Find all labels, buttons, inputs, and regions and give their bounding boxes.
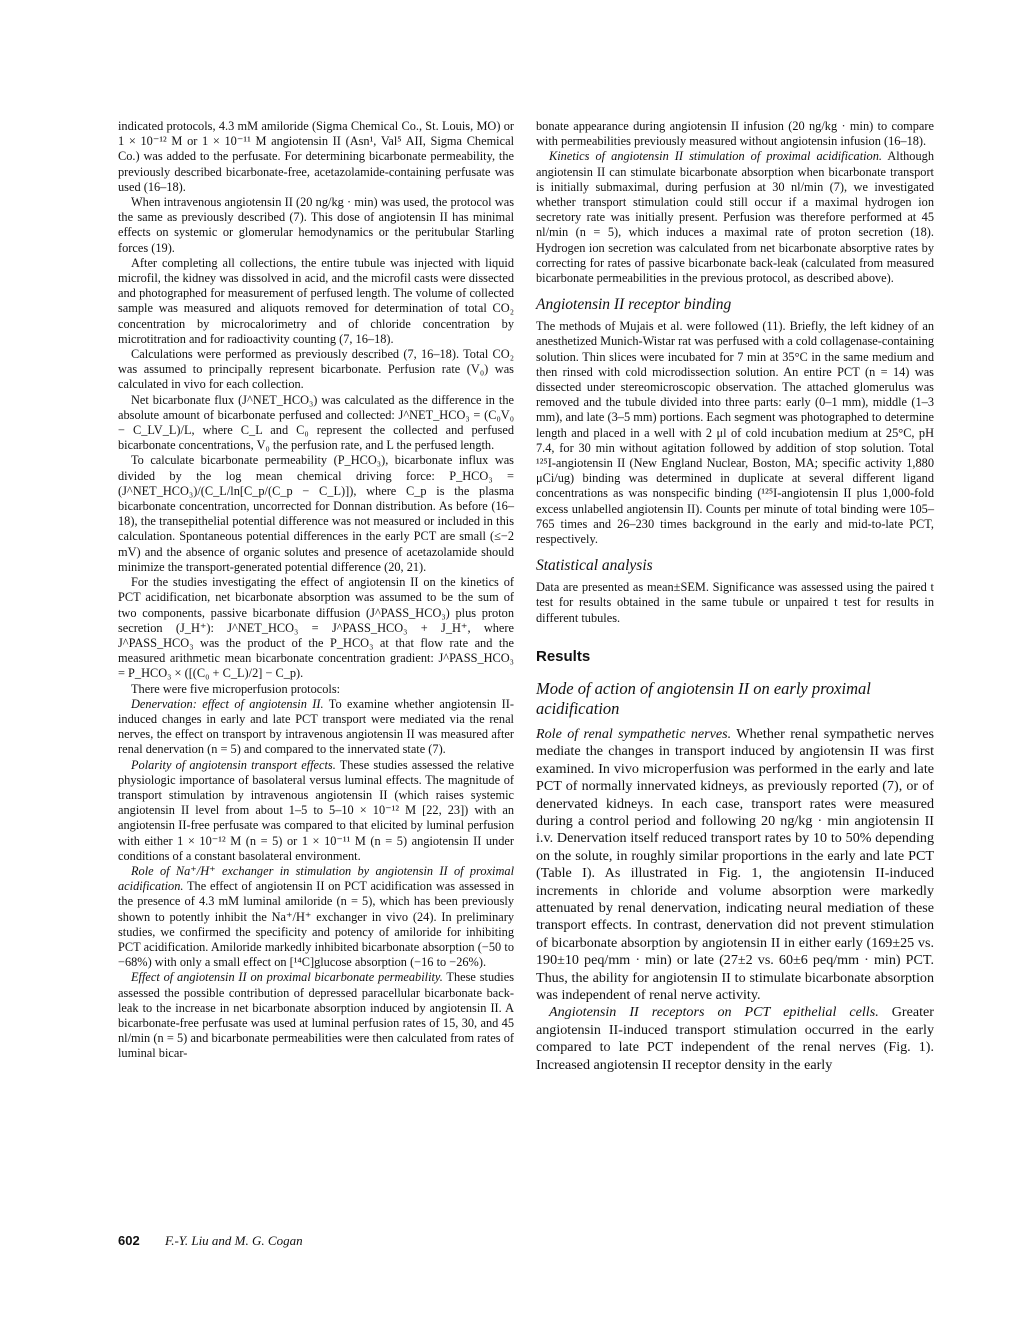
- paragraph: Denervation: effect of angiotensin II. To examine whether angiotensin II-induced changes in early and late PCT transport were mediated via the renal nerves, the effect on transport by intravenous angiotensin II was measured after renal denervation (n = 5) and compared to the innervated state (7).: [118, 696, 514, 757]
- paragraph: Net bicarbonate flux (J^NET_HCO₃) was calculated as the difference in the absolute amount of bicarbonate perfused and collected: J^NET_HCO₃ = (C₀V₀ − C_LV_L)/L, where C_L and C₀ represent the collected and perfused bicarbonate concentrations, V₀ the perfusion rate, and L the perfused length.: [118, 392, 514, 453]
- paragraph: bonate appearance during angiotensin II infusion (20 ng/kg · min) to compare with permeabilities previously measured without angiotensin infusion (16–18).: [536, 119, 934, 149]
- paragraph: Role of renal sympathetic nerves. Whether renal sympathetic nerves mediate the changes in transport induced by angiotensin II was first examined. In vivo microperfusion was performed in the early and late PCT of normally innervated kidneys, as previously reported (7), or of denervated kidneys. In each case, transport rates were measured during a control period and following 20 ng/kg · min angiotensin II i.v. Denervation itself reduced transport rates by 10 to 50% depending on the solute, in roughly similar proportions in the early and late PCT (Table I). As illustrated in Fig. 1, the angiotensin II-induced increments in chloride and volume absorption were markedly attenuated by renal denervation, indicating neural mediation of these transport effects. In contrast, denervation did not prevent stimulation of bicarbonate absorption by angiotensin II in either early (169±25 vs. 190±10 peq/mm · min) or late (27±2 vs. 60±6 peq/mm · min) PCT. Thus, the ability for angiotensin II to stimulate bicarbonate absorption was independent of renal nerve activity.: [536, 725, 935, 1003]
- paragraph: Calculations were performed as previously described (7, 16–18). Total CO₂ was assumed to principally represent bicarbonate. Perfusion rate (V₀) was calculated in vivo for each collection.: [118, 347, 514, 392]
- subsection-heading: Statistical analysis: [536, 557, 653, 575]
- paragraph: The methods of Mujais et al. were followed (11). Briefly, the left kidney of an anesthetized Munich-Wistar rat was perfused with a cold collagenase-containing solution. Thin slices were incubated for 7 min at 35°C in the same medium and then rinsed with cold microdissection solution. An entire PCT (n = 14) was dissected under stereomicroscopic observation. The attached glomerulus was removed and the tubule divided into three parts: early (0–1 mm), middle (1–3 mm), and late (3–5 mm) portions. Each segment was photographed to determine length and placed in a well with 2 μl of cold incubation medium at 25°C, pH 7.4, for 30 min without agitation followed by addition of stop solution. Total ¹²⁵I-angiotensin II (New England Nuclear, Boston, MA; specific activity 1,880 μCi/ug) binding was determined in duplicate at several different ligand concentrations as was nonspecific binding (¹²⁵I-angiotensin II plus 1,000-fold excess unlabelled angiotensin II). Counts per minute of total binding were 105–765 times and 26–230 times background in the early and mid-to-late PCT, respectively.: [536, 319, 934, 547]
- right-column: [536, 119, 934, 1074]
- paragraph: Angiotensin II receptors on PCT epithelial cells. Greater angiotensin II-induced transport stimulation occurred in the early compared to late PCT independent of the renal nerves (Fig. 1). Increased angiotensin II receptor density in the early: [536, 1004, 934, 1073]
- run-in-heading: Role of Na⁺/H⁺ exchanger in stimulation by angiotensin II of proximal acidification.: [118, 863, 514, 894]
- footer-authors: F.-Y. Liu and M. G. Cogan: [164, 1233, 303, 1248]
- paragraph: Data are presented as mean±SEM. Significance was assessed using the paired t test for results obtained in the same tubule or unpaired t test for results in different tubules.: [536, 580, 934, 625]
- paragraph: For the studies investigating the effect of angiotensin II on the kinetics of PCT acidification, net bicarbonate absorption was assumed to be the sum of two components, passive bicarbonate diffusion (J^PASS_HCO₃) plus proton secretion (J_H⁺): J^NET_HCO₃ = J^PASS_HCO₃ + J_H⁺, where J^PASS_HCO₃ was the product of the P_HCO₃ at that flow rate and the measured arithmetic mean bicarbonate concentration gradient: J^PASS_HCO₃ = P_HCO₃ × ([(C₀ + C_L)/2] − C_p).: [118, 575, 514, 681]
- paragraph: Polarity of angiotensin transport effects. These studies assessed the relative physiologic importance of basolateral versus luminal effects. The magnitude of transport stimulation by intravenous angiotensin II (which raises systemic angiotensin II level from about 1–5 to 5–10 × 10⁻¹² M [22, 23]) with an angiotensin II-free perfusate was compared to that elicited by luminal perfusion with either 1 × 10⁻¹² M (n = 5) or 1 × 10⁻¹¹ M (n = 5) angiotensin II under conditions of a constant basolateral environment.: [118, 757, 514, 863]
- paragraph: There were five microperfusion protocols:: [131, 681, 341, 696]
- page-number: 602: [118, 1233, 140, 1248]
- run-in-heading: Angiotensin II receptors on PCT epithelial cells.: [549, 1004, 879, 1021]
- paragraph: After completing all collections, the entire tubule was injected with liquid microfil, the kidney was dissolved in acid, and the microfil casts were dissected and photographed for measurement of perfused length. The volume of collected sample was measured and aliquots removed for determination of total CO₂ concentration by microcalorimetry and of chloride concentration by microtitration and for radioactivity counting (7, 16–18).: [118, 255, 514, 346]
- left-column: [118, 119, 514, 1062]
- paragraph: To calculate bicarbonate permeability (P_HCO₃), bicarbonate influx was divided by the log mean chemical driving force: P_HCO₃ = (J^NET_HCO₃)/(C_L/ln[C_p/(C_p − C_L)]), where C_p is the plasma bicarbonate concentration, uncorrected for Donnan distribution. As before (16–18), the transepithelial potential difference was not measured or included in this calculation. Spontaneous potential differences in the early PCT are small (≤−2 mV) and the absence of organic solutes and presence of acetazolamide should minimize the transport-generated potential difference (20, 21).: [118, 453, 514, 574]
- paragraph: Kinetics of angiotensin II stimulation of proximal acidification. Although angiotensin II can stimulate bicarbonate absorption when bicarbonate transport is initially submaximal, during perfusion at 30 nl/min (7), we investigated whether transport stimulation could still occur if a maximal hydrogen ion secretory rate was initially present. Perfusion was therefore performed at 45 nl/min (n = 5), which induces a maximal rate of proton secretion (18). Hydrogen ion secretion was calculated from net bicarbonate absorptive rates by correcting for rates of passive bicarbonate back-leak (calculated from measured bicarbonate permeabilities in the previous protocol, as described above).: [536, 149, 934, 286]
- paragraph: Role of Na⁺/H⁺ exchanger in stimulation by angiotensin II of proximal acidification. The effect of angiotensin II on PCT acidification was assessed in the presence of 4.3 mM luminal amiloride (n = 5), which has been previously shown to potently inhibit the Na⁺/H⁺ exchanger in vivo (24). In preliminary studies, we confirmed the specificity and potency of amiloride for inhibiting PCT acidification. Amiloride markedly inhibited bicarbonate absorption (−50 to −68%) with only a small effect on [¹⁴C]glucose absorption (−16 to −26%).: [118, 863, 514, 970]
- paragraph: When intravenous angiotensin II (20 ng/kg · min) was used, the protocol was the same as previously described (7). This dose of angiotensin II has minimal effects on systemic or glomerular hemodynamics or the peritubular Starling forces (19).: [118, 195, 514, 255]
- subsection-heading: Angiotensin II receptor binding: [536, 296, 732, 314]
- paragraph: indicated protocols, 4.3 mM amiloride (Sigma Chemical Co., St. Louis, MO) or 1 × 10⁻¹² M or 1 × 10⁻¹¹ M angiotensin II (Asn¹, Val⁵ AII, Sigma Chemical Co.) was added to the perfusate. For determining bicarbonate permeability, the previously described bicarbonate-free, acetazolamide-containing perfusate was used (16–18).: [118, 119, 514, 194]
- run-in-heading: Kinetics of angiotensin II stimulation of proximal acidification.: [549, 149, 882, 164]
- paragraph: Effect of angiotensin II on proximal bicarbonate permeability. These studies assessed the possible contribution of depressed paracellular bicarbonate back-leak to the increase in net bicarbonate absorption induced by angiotensin II. A bicarbonate-free perfusate was used at luminal perfusion rates of 15, 30, and 45 nl/min (n = 5) and bicarbonate permeabilities were then calculated from rates of luminal bicar-: [118, 970, 514, 1061]
- page-footer: [118, 1233, 303, 1249]
- run-in-heading: Effect of angiotensin II on proximal bicarbonate permeability.: [131, 970, 443, 985]
- section-heading-results: Results: [536, 647, 591, 665]
- run-in-heading: Denervation: effect of angiotensin II.: [131, 696, 324, 711]
- subsection-heading: Mode of action of angiotensin II on early proximal acidification: [536, 678, 871, 718]
- run-in-heading: Polarity of angiotensin transport effects.: [131, 757, 336, 772]
- run-in-heading: Role of renal sympathetic nerves.: [536, 725, 732, 742]
